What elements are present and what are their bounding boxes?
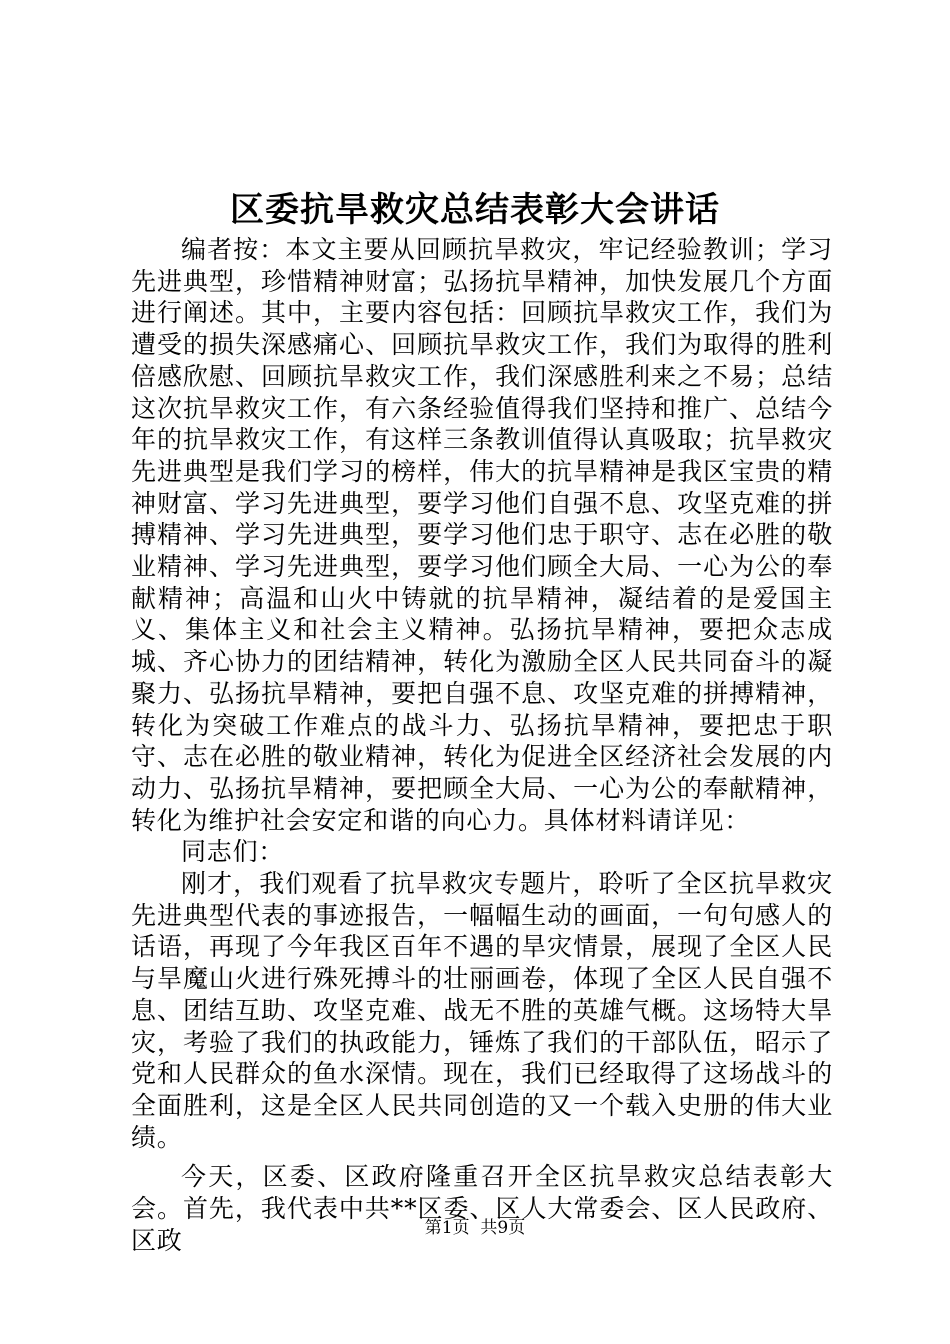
body-paragraph: 今天，区委、区政府隆重召开全区抗旱救灾总结表彰大会。首先，我代表中共**区委、区人大常委会、区人民政府、区政 [131, 1162, 833, 1255]
page-number: 第1页 [424, 1218, 470, 1238]
page-footer [0, 1216, 950, 1240]
salutation-paragraph: 同志们： [181, 837, 285, 867]
document-body [131, 234, 833, 1257]
document-title: 区委抗旱救灾总结表彰大会讲话 [230, 190, 720, 230]
page-total: 共9页 [480, 1218, 526, 1238]
body-paragraph: 刚才，我们观看了抗旱救灾专题片，聆听了全区抗旱救灾先进典型代表的事迹报告，一幅幅生动的画面，一句句感人的话语，再现了今年我区百年不遇的旱灾情景，展现了全区人民与旱魔山火进行殊死搏斗的壮丽画卷，体现了全区人民自强不息、团结互助、攻坚克难、战无不胜的英雄气概。这场特大旱灾，考验了我们的执政能力，锤炼了我们的干部队伍，昭示了党和人民群众的鱼水深情。现在，我们已经取得了这场战斗的全面胜利，这是全区人民共同创造的又一个载入史册的伟大业绩。 [131, 869, 833, 1152]
editor-note-paragraph: 编者按：本文主要从回顾抗旱救灾，牢记经验教训；学习先进典型，珍惜精神财富；弘扬抗旱精神，加快发展几个方面进行阐述。其中，主要内容包括：回顾抗旱救灾工作，我们为遭受的损失深感痛心、回顾抗旱救灾工作，我们为取得的胜利倍感欣慰、回顾抗旱救灾工作，我们深感胜利来之不易；总结这次抗旱救灾工作，有六条经验值得我们坚持和推广、总结今年的抗旱救灾工作，有这样三条教训值得认真吸取；抗旱救灾先进典型是我们学习的榜样，伟大的抗旱精神是我区宝贵的精神财富、学习先进典型，要学习他们自强不息、攻坚克难的拼搏精神、学习先进典型，要学习他们忠于职守、志在必胜的敬业精神、学习先进典型，要学习他们顾全大局、一心为公的奉献精神；高温和山火中铸就的抗旱精神，凝结着的是爱国主义、集体主义和社会主义精神。弘扬抗旱精神，要把众志成城、齐心协力的团结精神，转化为激励全区人民共同奋斗的凝聚力、弘扬抗旱精神，要把自强不息、攻坚克难的拼搏精神，转化为突破工作难点的战斗力、弘扬抗旱精神，要把忠于职守、志在必胜的敬业精神，转化为促进全区经济社会发展的内动力、弘扬抗旱精神，要把顾全大局、一心为公的奉献精神，转化为维护社会安定和谐的向心力。具体材料请详见： [131, 235, 833, 835]
